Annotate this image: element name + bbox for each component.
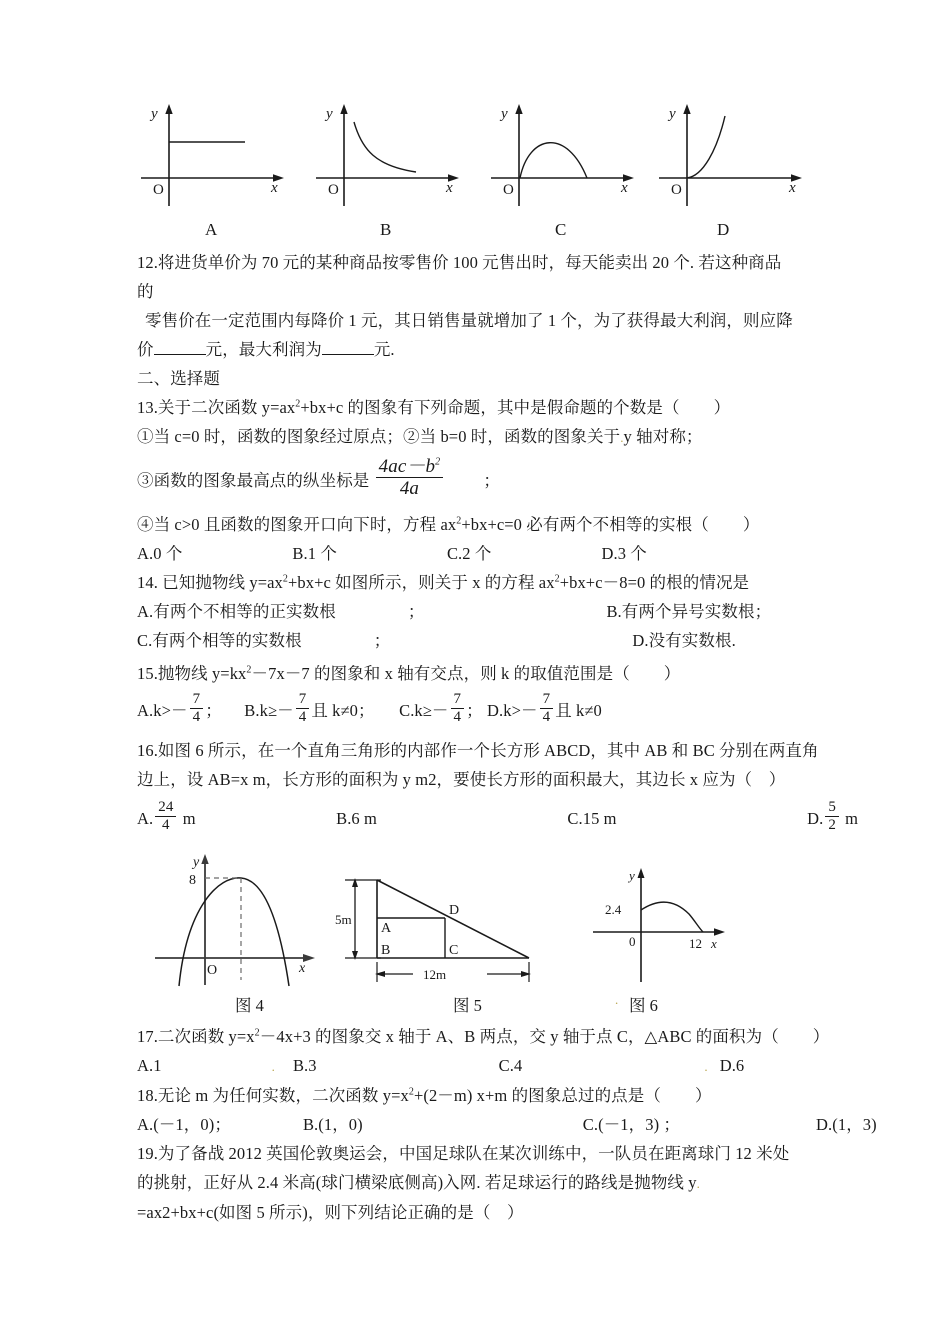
q14-choice-a[interactable]: A.有两个不相等的正实数根 <box>137 602 336 621</box>
figure-4 <box>149 850 329 995</box>
option-graph-d <box>655 98 830 248</box>
q13-stem <box>137 393 827 422</box>
q15-choice-b-pre: B.k≥－ <box>244 701 294 720</box>
svg-text:x: x <box>621 180 628 196</box>
q15-choice-c[interactable] <box>399 691 483 726</box>
q12-blank-2[interactable] <box>322 340 374 355</box>
q17-choice-d[interactable]: D.6 <box>719 1056 745 1075</box>
figure-5-height-label: 5m <box>335 912 352 927</box>
q19-line1: 19.为了备战 2012 英国伦敦奥运会，中国足球队在某次训练中，一队员在距离球门 12 米处 <box>137 1144 790 1163</box>
q16-frac-a <box>155 799 176 834</box>
q12-line4-a: 价 <box>137 340 154 359</box>
page-content <box>137 98 877 1227</box>
svg-text:x: x <box>711 936 717 951</box>
q16-frac-a-num: 24 <box>155 799 176 817</box>
q16-choice-a-pre: A. <box>137 809 154 828</box>
q17-stem-a: 17.二次函数 y=x <box>137 1027 255 1046</box>
q13-choice-b[interactable]: B.1 个 <box>292 544 337 563</box>
option-graph-d-label: D <box>717 220 730 239</box>
section2-heading: 二、选择题 <box>137 369 220 388</box>
q15-frac-a <box>190 691 204 726</box>
q18-stem <box>137 1081 827 1110</box>
q13-choice-c[interactable]: C.2 个 <box>446 544 492 563</box>
q19-line2 <box>137 1168 827 1198</box>
q15-frac-c-den: 4 <box>453 709 462 726</box>
q16-choice-d[interactable] <box>807 799 859 834</box>
q19-line2-text: 的挑射，正好从 2.4 米高(球门横梁底侧高)入网. 若足球运行的路线是抛物线 y <box>137 1173 697 1192</box>
stray-dot-icon-4: . <box>704 1059 708 1074</box>
q15-frac-c <box>451 691 465 726</box>
q14-stem-sup2: 2 <box>554 573 560 585</box>
q18-choices <box>137 1110 877 1139</box>
q13-item3-tail: ； <box>483 471 501 490</box>
q15-stem-c: ） <box>663 664 681 683</box>
q14-choices-row2 <box>137 626 827 655</box>
q15-frac-a-num: 7 <box>190 691 204 709</box>
q18-choice-a[interactable]: A.(－1，0)； <box>137 1115 231 1134</box>
q15-frac-c-num: 7 <box>451 691 465 709</box>
option-graph-b <box>312 98 487 248</box>
q13-fraction <box>376 456 444 500</box>
q14-stem <box>137 568 827 597</box>
q16-frac-d-num: 5 <box>825 799 839 817</box>
svg-text:y: y <box>151 106 158 122</box>
stray-dot-icon: . <box>620 430 624 445</box>
q18-stem-b: +(2－m) x+m 的图象总过的点是（ <box>413 1086 661 1105</box>
q17-stem-sup: 2 <box>254 1027 260 1039</box>
q13-choice-d[interactable]: D.3 个 <box>601 544 647 563</box>
q15-stem-b: －7x－7 的图象和 x 轴有交点，则 k 的取值范围是（ <box>251 664 630 683</box>
q19-line3: =ax2+bx+c(如图 5 所示)，则下列结论正确的是（ ） <box>137 1203 524 1222</box>
q13-fraction-numerator <box>376 456 444 478</box>
q15-choice-c-post: ； <box>466 701 483 720</box>
figure-4-peak-value: 8 <box>189 873 196 888</box>
q13-fraction-denominator: 4a <box>399 478 420 500</box>
svg-text:O: O <box>503 182 514 198</box>
q18-choice-d[interactable]: D.(1，3) <box>816 1115 877 1134</box>
stray-dot-icon-2: . <box>615 992 619 1007</box>
q15-frac-a-den: 4 <box>192 709 201 726</box>
svg-text:y: y <box>193 855 200 870</box>
q17-stem <box>137 1022 830 1051</box>
q15-stem <box>137 659 827 688</box>
q13-stem-sup: 2 <box>295 398 301 410</box>
q15-choice-a[interactable] <box>137 691 222 726</box>
q16-choice-d-pre: D. <box>807 809 824 828</box>
q12-line1: 12.将进货单价为 70 元的某种商品按零售价 100 元售出时，每天能卖出 20 个. 若这种商品 <box>137 253 782 272</box>
q13-item1 <box>137 422 827 452</box>
q16-choice-a[interactable] <box>137 799 196 834</box>
q15-choices <box>137 688 827 734</box>
q16-choice-d-post: m <box>845 809 859 828</box>
q15-choice-d-pre: D.k>－ <box>486 701 538 720</box>
q15-frac-b-den: 4 <box>298 709 307 726</box>
q12-line4 <box>137 335 827 364</box>
q12-blank-1[interactable] <box>154 340 206 355</box>
q14-stem-b: +bx+c 如图所示，则关于 x 的方程 ax <box>288 573 555 592</box>
svg-text:O: O <box>153 182 164 198</box>
q15-frac-d-den: 4 <box>542 709 551 726</box>
q14-choice-a-semi: ； <box>407 602 425 621</box>
q14-choices-row1 <box>137 597 827 626</box>
figure-5-caption: 图 5 <box>453 996 482 1015</box>
q16-line2: 边上，设 AB=x m，长方形的面积为 y m2，要使长方形的面积最大，其边长 x 应为（ ） <box>137 770 786 789</box>
q15-choice-b-post: 且 k≠0； <box>311 701 375 720</box>
q14-choice-d[interactable]: D.没有实数根. <box>632 631 736 650</box>
svg-text:O: O <box>671 182 682 198</box>
q18-choice-b[interactable]: B.(1，0) <box>302 1115 363 1134</box>
q18-stem-a: 18.无论 m 为任何实数，二次函数 y=x <box>137 1086 409 1105</box>
q17-stem-c: ） <box>812 1027 830 1046</box>
q18-stem-sup: 2 <box>408 1086 414 1098</box>
q17-choice-c[interactable]: C.4 <box>498 1056 523 1075</box>
svg-text:y: y <box>501 106 508 122</box>
svg-text:x: x <box>271 180 278 196</box>
q15-frac-d <box>540 691 554 726</box>
q13-stem-a: 13.关于二次函数 y=ax <box>137 398 296 417</box>
q13-item4-b: +bx+c=0 必有两个不相等的实根（ <box>461 515 709 534</box>
q13-choices <box>137 539 827 568</box>
q13-frac-num-text: 4ac－b <box>378 456 436 478</box>
q15-frac-b <box>296 691 310 726</box>
figure-6 <box>589 866 789 995</box>
stray-dot-icon-3: . <box>271 1059 275 1074</box>
q15-stem-sup: 2 <box>246 664 252 676</box>
q13-item3-pre: ③函数的图象最高点的纵坐标是 <box>137 471 370 490</box>
q12-line4-c: 元. <box>373 340 395 359</box>
q16-choice-b[interactable]: B.6 m <box>336 809 377 828</box>
figure-5 <box>335 874 555 997</box>
svg-text:C: C <box>449 943 459 958</box>
q16-choice-c[interactable]: C.15 m <box>567 809 617 828</box>
svg-text:D: D <box>449 903 460 918</box>
q15-choice-a-post: ； <box>205 701 222 720</box>
q17-stem-b: －4x+3 的图象交 x 轴于 A、B 两点，交 y 轴于点 C，△ABC 的面积为（ <box>259 1027 779 1046</box>
q14-stem-a: 14. 已知抛物线 y=ax <box>137 573 283 592</box>
q13-item3 <box>137 452 827 510</box>
q16-line1: 16.如图 6 所示，在一个直角三角形的内部作一个长方形 ABCD，其中 AB 和 BC 分别在两直角 <box>137 741 819 760</box>
svg-text:x: x <box>299 961 306 976</box>
q14-stem-sup: 2 <box>282 573 289 585</box>
q15-choice-d[interactable] <box>486 691 602 726</box>
option-graphs-row <box>137 98 827 248</box>
q14-choice-b[interactable]: B.有两个异号实数根； <box>606 602 772 621</box>
svg-text:x: x <box>446 180 453 196</box>
q12-line4-b: 元，最大利润为 <box>205 340 322 359</box>
q13-frac-num-sup: 2 <box>435 456 441 468</box>
svg-text:y: y <box>629 868 635 883</box>
svg-text:y: y <box>326 106 333 122</box>
q13-stem-c: ） <box>713 398 731 417</box>
q13-item4-c: ） <box>742 515 760 534</box>
figures-row <box>137 850 827 992</box>
q15-choice-c-pre: C.k≥－ <box>399 701 449 720</box>
q17-choice-b[interactable]: B.3 <box>292 1056 317 1075</box>
q15-choice-d-post: 且 k≠0 <box>555 701 602 720</box>
figure-6-caption: 图 6 <box>629 996 658 1015</box>
svg-text:0: 0 <box>629 934 636 949</box>
q14-choice-c-semi: ； <box>373 631 391 650</box>
q13-stem-b: +bx+c 的图象有下列命题，其中是假命题的个数是（ <box>300 398 680 417</box>
q15-choice-b[interactable] <box>244 691 375 726</box>
q16-frac-d <box>825 799 839 834</box>
option-graph-a-label: A <box>205 220 218 239</box>
figure-4-caption: 图 4 <box>235 996 264 1015</box>
option-graph-b-label: B <box>380 220 392 239</box>
q16-frac-d-den: 2 <box>828 817 836 834</box>
q15-stem-a: 15.抛物线 y=kx <box>137 664 247 683</box>
q13-item4-sup: 2 <box>456 515 462 527</box>
option-graph-a <box>137 98 312 248</box>
q16-choices <box>137 794 859 844</box>
svg-text:O: O <box>328 182 339 198</box>
q16-frac-a-den: 4 <box>162 817 170 834</box>
q18-choice-c[interactable]: C.(－1，3) ； <box>582 1115 681 1134</box>
q13-item4-a: ④当 c>0 且函数的图象开口向下时，方程 ax <box>137 515 457 534</box>
svg-text:O: O <box>207 963 218 978</box>
q16-choice-a-post: m <box>182 809 196 828</box>
option-graph-c-label: C <box>555 220 567 239</box>
svg-text:A: A <box>381 921 392 936</box>
option-graph-c <box>487 98 662 248</box>
q17-choice-a[interactable]: A.1 <box>137 1056 162 1075</box>
q13-choice-a[interactable]: A.0 个 <box>137 544 183 563</box>
q12-line3: 零售价在一定范围内每降价 1 元，其日销售量就增加了 1 个，为了获得最大利润，则应降 <box>145 311 793 330</box>
svg-text:x: x <box>789 180 796 196</box>
q14-choice-c[interactable]: C.有两个相等的实数根 <box>137 631 302 650</box>
figure-captions-row <box>137 992 827 1022</box>
q18-stem-c: ） <box>694 1086 712 1105</box>
q15-frac-d-num: 7 <box>540 691 554 709</box>
q13-item1-text: ①当 c=0 时，函数的图象经过原点；②当 b=0 时，函数的图象关于 <box>137 427 621 446</box>
q13-item4 <box>137 510 827 539</box>
q12-line2: 的 <box>137 282 154 301</box>
figure-5-base-label: 12m <box>423 967 447 982</box>
q15-choice-a-pre: A.k>－ <box>137 701 188 720</box>
svg-text:y: y <box>669 106 676 122</box>
figure-6-x-value: 12 <box>689 936 702 951</box>
stray-dot-icon-5: . <box>696 1176 700 1191</box>
svg-text:B: B <box>381 943 391 958</box>
q17-choices <box>137 1051 827 1081</box>
q15-frac-b-num: 7 <box>296 691 310 709</box>
figure-6-y-value: 2.4 <box>605 902 622 917</box>
q13-item1-tail: y 轴对称； <box>623 427 703 446</box>
q14-stem-c: +bx+c－8=0 的根的情况是 <box>559 573 750 592</box>
